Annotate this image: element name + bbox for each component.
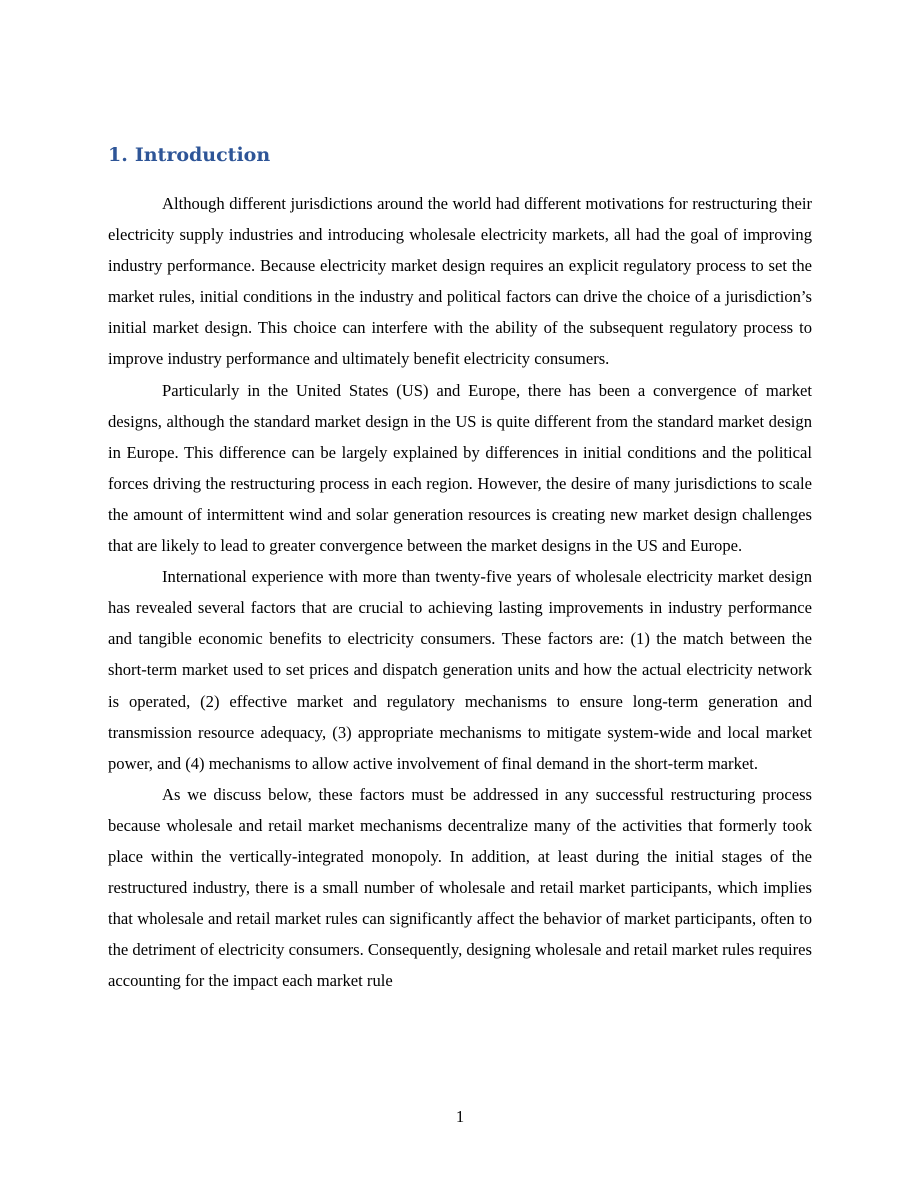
section-heading	[108, 144, 270, 166]
section-number: 1.	[108, 144, 128, 166]
page-number: 1	[455, 1107, 465, 1126]
body-text	[108, 188, 812, 996]
paragraph: Although different jurisdictions around the world had different motivations for restructuring their electricity supply industries and introducing wholesale electricity markets, all had the goal of improving industry performance. Because electricity market design requires an explicit regulatory process to set the market rules, initial conditions in the industry and political factors can drive the choice of a jurisdiction’s initial market design. This choice can interfere with the ability of the subsequent regulatory process to improve industry performance and ultimately benefit electricity consumers.	[108, 194, 812, 369]
paragraph: As we discuss below, these factors must be addressed in any successful restructuring process because wholesale and retail market mechanisms decentralize many of the activities that formerly took place within the vertically-integrated monopoly. In addition, at least during the initial stages of the restructured industry, there is a small number of wholesale and retail market participants, which implies that wholesale and retail market rules can significantly affect the behavior of market participants, often to the detriment of electricity consumers. Consequently, designing wholesale and retail market rules requires accounting for the impact each market rule	[108, 784, 812, 991]
paragraph: International experience with more than twenty-five years of wholesale electricity market design has revealed several factors that are crucial to achieving lasting improvements in industry performance and tangible economic benefits to electricity consumers. These factors are: (1) the match between the short-term market used to set prices and dispatch generation units and how the actual electricity network is operated, (2) effective market and regulatory mechanisms to ensure long-term generation and transmission resource adequacy, (3) appropriate mechanisms to mitigate system-wide and local market power, and (4) mechanisms to allow active involvement of final demand in the short-term market.	[108, 567, 812, 773]
section-title: Introduction	[134, 144, 271, 166]
paragraph: Particularly in the United States (US) and Europe, there has been a convergence of market designs, although the standard market design in the US is quite different from the standard market design in Europe. This difference can be largely explained by differences in initial conditions and the political forces driving the restructuring process in each region. However, the desire of many jurisdictions to scale the amount of intermittent wind and solar generation resources is creating new market design challenges that are likely to lead to greater convergence between the market designs in the US and Europe.	[108, 380, 812, 556]
